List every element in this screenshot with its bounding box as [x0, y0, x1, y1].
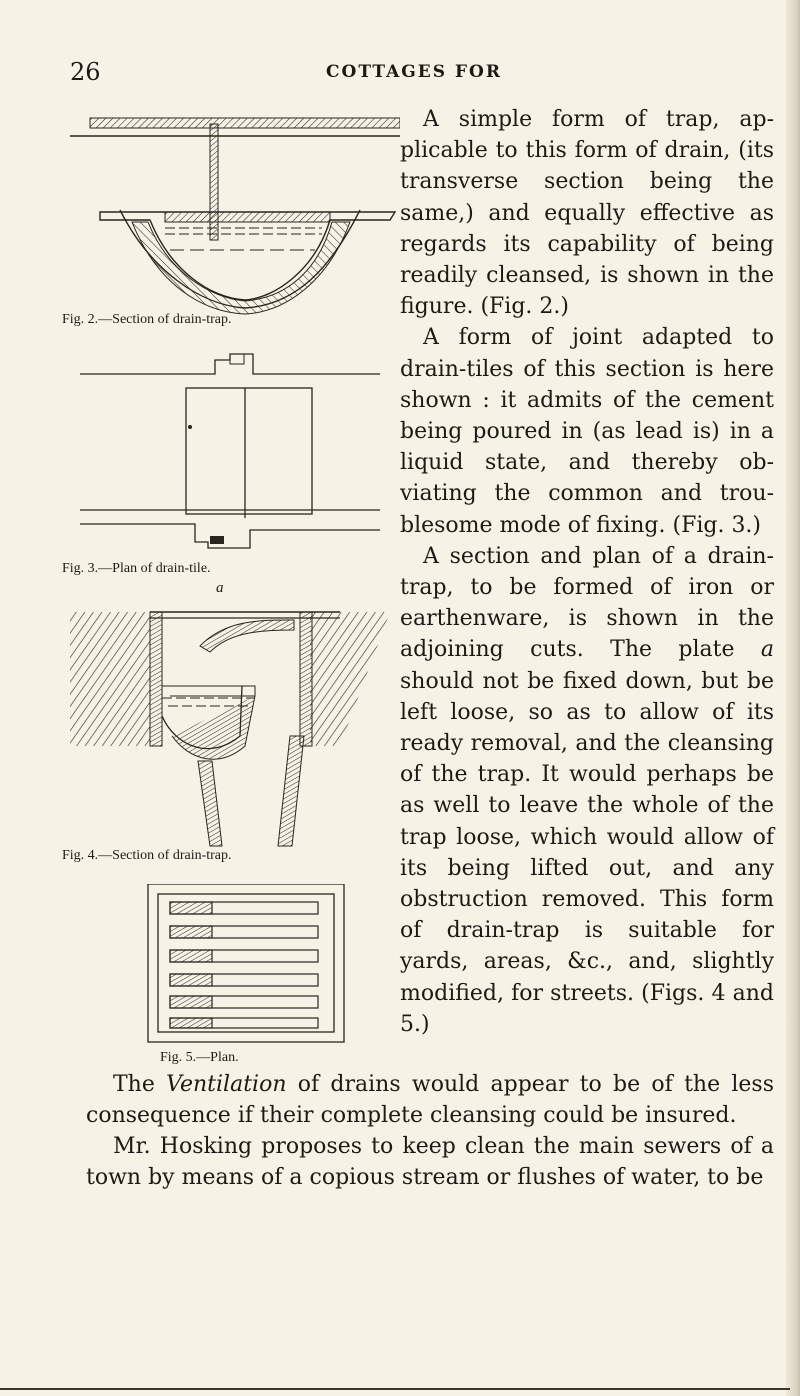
- figure-5: [60, 884, 400, 1064]
- figure-3-caption: Fig. 3.—Plan of drain-tile.: [62, 561, 211, 576]
- figure-4: [60, 580, 400, 868]
- figures-column: [60, 100, 400, 1065]
- right-column-text: [400, 104, 774, 1040]
- plate-label: a: [216, 580, 224, 596]
- figure-4-drawing: [60, 586, 400, 848]
- paragraph-trap: A simple form of trap, applicable to this form of drain, (its transverse section being the same,) and equally effective as regards its capability of being readily cleansed, is shown in the figure. (Fig. 2.): [400, 107, 774, 320]
- figure-2-drawing: [60, 100, 400, 315]
- italic-text: a: [760, 637, 774, 663]
- paragraph-joint: A form of joint adapted to drain-tiles of this section is here shown : it admits of the cement being poured in (as lead is) in a liquid state, and thereby obviating the common and troublesome mode of fixing. (Fig. 3.): [400, 325, 774, 538]
- paragraph-hosking: Mr. Hosking proposes to keep clean the main sewers of a town by means of a copious stream or flushes of water, to be: [86, 1134, 774, 1190]
- figure-3-drawing: [60, 336, 400, 561]
- figure-3: [60, 336, 400, 576]
- paragraph-ventilation: [86, 1069, 774, 1131]
- figure-5-caption: Fig. 5.—Plan.: [160, 1050, 239, 1065]
- text-run: A section and plan of a drain-trap, to be formed of iron or earthenware, is shown in the adjoining cuts. The plate: [400, 543, 774, 663]
- page-edge: [786, 0, 800, 1396]
- page-bottom-rule: [0, 1388, 790, 1390]
- page-number: 26: [70, 58, 101, 86]
- full-width-text: [86, 1069, 774, 1193]
- page-header: [0, 58, 800, 88]
- text-run: should not be fixed down, but be left loose, so as to allow of its ready removal, and the cleansing of the trap. It would perhaps be as well to leave the whole of the trap loose, which would allow of its being lifted out, and any obstruction removed. This form of drain-trap is suitable for yards, areas, &c., and, slightly modified, for streets. (Figs. 4 and 5.): [400, 668, 774, 1037]
- text-run: The: [113, 1072, 167, 1097]
- italic-text: Ventilation: [166, 1072, 287, 1097]
- figure-2: [60, 100, 400, 330]
- paragraph-section-plan: [400, 541, 774, 1040]
- running-title: COTTAGES FOR: [326, 62, 502, 82]
- figure-4-caption: Fig. 4.—Section of drain-trap.: [62, 848, 232, 863]
- figure-2-caption: Fig. 2.—Section of drain-trap.: [62, 312, 232, 327]
- text-run: of drains would appear to be of the less consequence if their complete cleansing could be insured.: [86, 1072, 774, 1128]
- figure-5-drawing: [60, 884, 400, 1044]
